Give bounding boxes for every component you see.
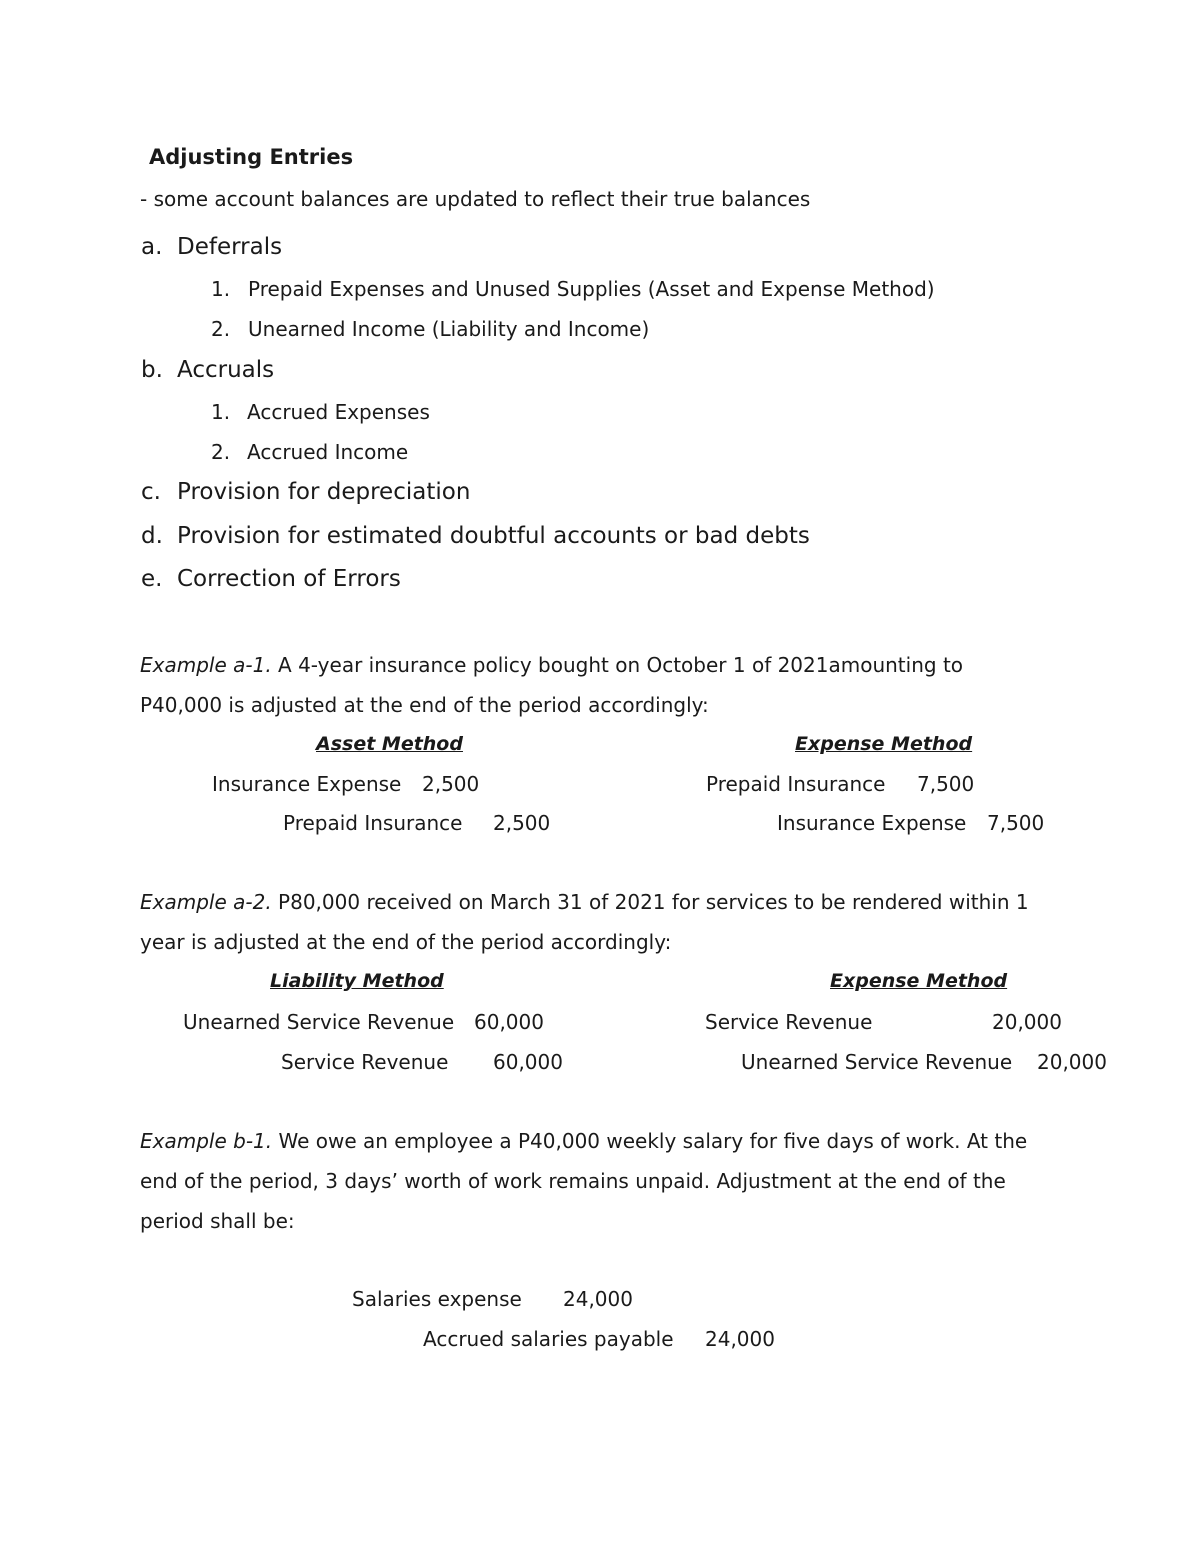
example-text: We owe an employee a P40,000 weekly salary for five days of work. At the <box>272 1129 1028 1153</box>
journal-debit-account: Salaries expense <box>352 1287 522 1311</box>
example-label: Example b-1. <box>140 1129 273 1153</box>
outline-marker: d. <box>141 523 163 549</box>
example-text: P80,000 received on March 31 of 2021 for services to be rendered within 1 <box>271 890 1029 914</box>
outline-item-b1 <box>211 400 430 424</box>
outline-label: Accrued Expenses <box>247 400 430 424</box>
outline-marker: 2. <box>211 440 231 464</box>
asset-method-header: Asset Method <box>316 733 463 755</box>
outline-item-b2 <box>211 440 409 464</box>
journal-credit-amount: 60,000 <box>493 1050 563 1074</box>
outline-item-a1 <box>211 277 935 301</box>
outline-item-d <box>141 523 810 549</box>
example-b1-line-3: period shall be: <box>140 1209 295 1233</box>
example-a2-line-1 <box>140 892 1029 912</box>
expense-method-header: Expense Method <box>795 733 973 755</box>
journal-debit-amount: 2,500 <box>422 772 480 796</box>
journal-credit-account: Insurance Expense <box>777 811 967 835</box>
example-a1-line-1 <box>140 655 963 675</box>
liability-method-header: Liability Method <box>270 970 444 992</box>
outline-label: Provision for estimated doubtful accounts or bad debts <box>177 523 810 549</box>
outline-label: Accrued Income <box>247 440 409 464</box>
journal-debit-account: Insurance Expense <box>212 772 402 796</box>
journal-debit-amount: 24,000 <box>563 1287 633 1311</box>
outline-marker: a. <box>141 234 163 260</box>
journal-debit-account: Unearned Service Revenue <box>183 1010 455 1034</box>
outline-marker: e. <box>141 566 163 592</box>
example-label: Example a-1. <box>140 653 272 677</box>
outline-marker: 1. <box>211 277 231 301</box>
journal-debit-amount: 20,000 <box>992 1010 1062 1034</box>
journal-credit-amount: 20,000 <box>1037 1050 1107 1074</box>
journal-debit-amount: 60,000 <box>474 1010 544 1034</box>
journal-credit-account: Accrued salaries payable <box>423 1327 674 1351</box>
example-label: Example a-2. <box>140 890 272 914</box>
journal-credit-amount: 24,000 <box>705 1327 775 1351</box>
example-b1-line-2: end of the period, 3 days’ worth of work remains unpaid. Adjustment at the end of the <box>140 1169 1006 1193</box>
journal-debit-account: Service Revenue <box>705 1010 873 1034</box>
expense-method-header: Expense Method <box>830 970 1008 992</box>
journal-credit-amount: 2,500 <box>493 811 551 835</box>
outline-label: Deferrals <box>177 234 283 260</box>
journal-credit-amount: 7,500 <box>987 811 1045 835</box>
outline-item-c <box>141 479 471 505</box>
outline-item-e <box>141 566 401 592</box>
outline-marker: 2. <box>211 317 231 341</box>
example-a2-line-2: year is adjusted at the end of the period accordingly: <box>140 930 672 954</box>
outline-label: Unearned Income (Liability and Income) <box>248 317 650 341</box>
outline-item-b <box>141 357 275 383</box>
page-title: Adjusting Entries <box>149 145 354 169</box>
outline-item-a <box>141 234 283 260</box>
journal-debit-account: Prepaid Insurance <box>706 772 886 796</box>
journal-credit-account: Service Revenue <box>281 1050 449 1074</box>
outline-label: Accruals <box>177 357 275 383</box>
journal-credit-account: Unearned Service Revenue <box>741 1050 1013 1074</box>
outline-label: Prepaid Expenses and Unused Supplies (Asset and Expense Method) <box>248 277 935 301</box>
example-b1-line-1 <box>140 1131 1027 1151</box>
intro-text: - some account balances are updated to reflect their true balances <box>140 187 811 211</box>
outline-marker: b. <box>141 357 163 383</box>
outline-marker: 1. <box>211 400 231 424</box>
example-text: A 4-year insurance policy bought on October 1 of 2021amounting to <box>271 653 964 677</box>
outline-label: Provision for depreciation <box>177 479 471 505</box>
journal-debit-amount: 7,500 <box>917 772 975 796</box>
outline-marker: c. <box>141 479 161 505</box>
outline-label: Correction of Errors <box>177 566 401 592</box>
journal-credit-account: Prepaid Insurance <box>283 811 463 835</box>
example-a1-line-2: P40,000 is adjusted at the end of the period accordingly: <box>140 693 709 717</box>
outline-item-a2 <box>211 317 650 341</box>
